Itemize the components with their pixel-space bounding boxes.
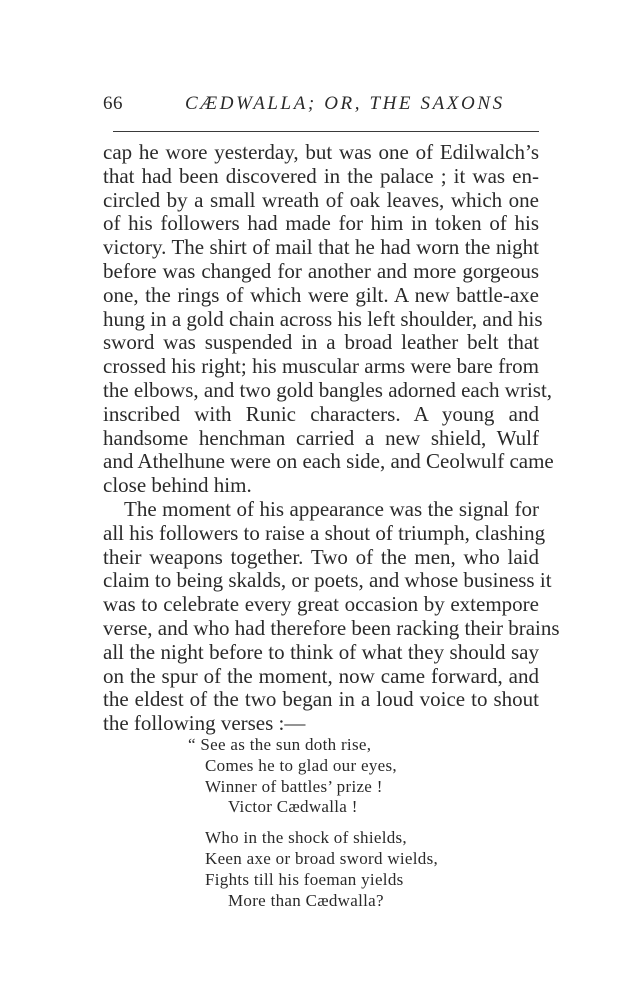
body-text [103,140,560,736]
verse-stanza-1 [188,735,438,818]
verse-refrain: More than Cædwalla? [228,890,384,910]
text-line: that had been discovered in the palace ; it was en- [103,163,539,188]
paragraph-1 [103,140,554,498]
text-line: circled by a small wreath of oak leaves, which one [103,187,539,212]
text-line: the following verses :— [103,711,306,736]
text-line: was to celebrate every great occasion by extempore [103,592,539,617]
page-number: 66 [103,93,123,114]
verse-line: Who in the shock of shields, [205,828,407,848]
text-line: verse, and who had therefore been racking their brains [103,615,560,640]
verse-line: “ See as the sun doth rise, [188,735,372,754]
text-line: their weapons together. Two of the men, who laid [103,544,539,569]
text-line: on the spur of the moment, now came forward, and [103,663,539,688]
verse-line: Fights till his foeman yields [205,869,404,889]
text-line: close behind him. [103,473,252,498]
text-line: handsome henchman carried a new shield, Wulf [103,425,539,450]
text-line: the elbows, and two gold bangles adorned each wrist, [103,377,553,402]
running-title: CÆDWALLA; OR, THE SAXONS [185,93,505,114]
page-header [103,93,539,123]
text-line: hung in a gold chain across his left shoulder, and his [103,306,543,331]
text-line: victory. The shirt of mail that he had worn the night [103,235,539,260]
text-line: cap he wore yesterday, but was one of Edilwalch’s [103,140,539,164]
verse-line: Winner of battles’ prize ! [205,776,383,796]
text-line: of his followers had made for him in token of his [103,211,539,236]
verse-refrain: Victor Cædwalla ! [228,797,358,817]
text-line: The moment of his appearance was the signal for [124,496,539,521]
text-line: inscribed with Runic characters. A young and [103,401,539,426]
text-line: all his followers to raise a shout of triumph, clashing [103,520,546,545]
text-line: the eldest of the two began in a loud voice to shout [103,687,539,712]
text-line: and Athelhune were on each side, and Ceolwulf came [103,449,554,474]
paragraph-2 [103,496,560,736]
text-line: claim to being skalds, or poets, and whose business it [103,568,552,593]
text-line: before was changed for another and more gorgeous [103,258,539,283]
header-rule [113,131,539,132]
verse-line: Keen axe or broad sword wields, [205,848,439,868]
verse-line: Comes he to glad our eyes, [205,755,397,775]
text-line: all the night before to think of what they should say [103,639,539,664]
verse-stanza-2 [188,828,438,911]
text-line: crossed his right; his muscular arms were bare from [103,354,539,379]
text-line: sword was suspended in a broad leather belt that [103,330,539,355]
verse-block [188,735,438,921]
text-line: one, the rings of which were gilt. A new battle-axe [103,282,539,307]
